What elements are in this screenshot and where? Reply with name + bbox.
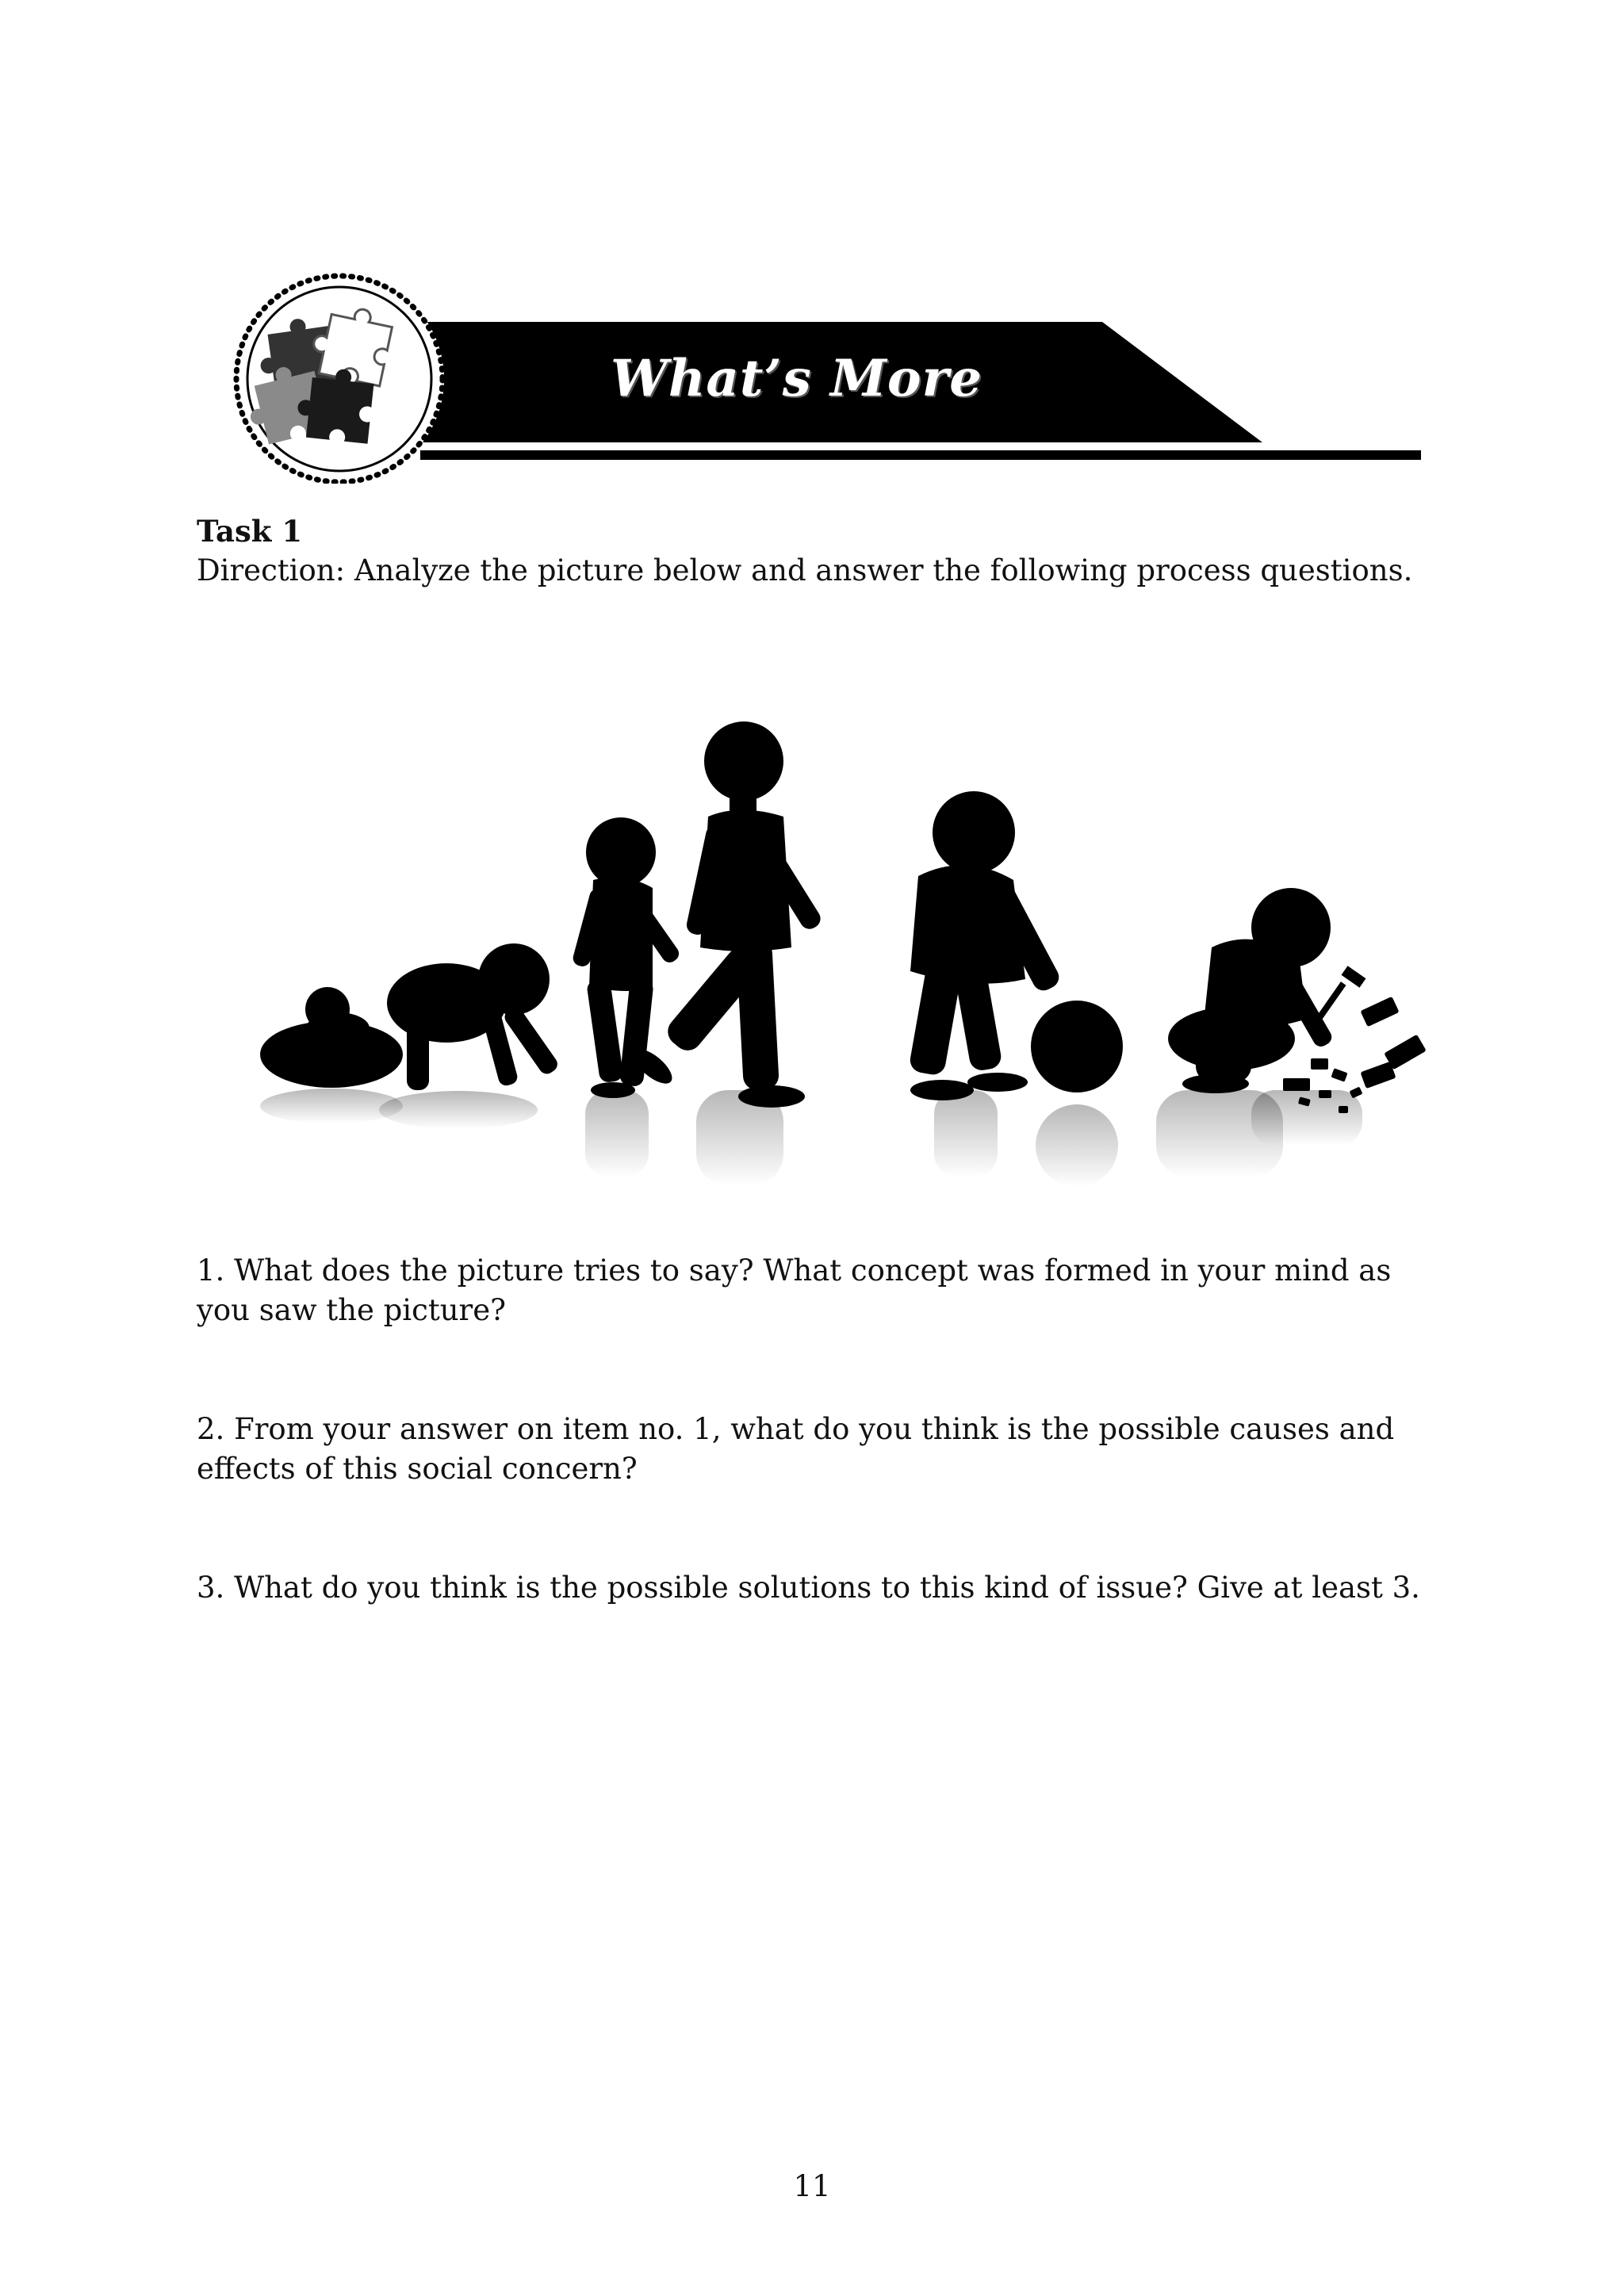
question-2: 2. From your answer on item no. 1, what do you think is the possible causes and effects of this social concern?: [197, 1412, 1395, 1486]
baby-crawling-silhouette: [387, 943, 561, 1090]
baby-lying-silhouette: [260, 987, 403, 1088]
hammer-handle: [1314, 982, 1346, 1024]
task-direction: Direction: Analyze the picture below and answer the following process questions.: [197, 553, 1413, 587]
child-building-silhouette: [1168, 888, 1427, 1113]
question-1: 1. What does the picture tries to say? What concept was formed in your mind as you saw the picture?: [197, 1253, 1392, 1327]
toddler-silhouette: [571, 817, 682, 1098]
hammer-head: [1342, 966, 1366, 988]
child-with-ball-silhouette: [908, 791, 1123, 1100]
section-banner: [222, 262, 1427, 484]
growth-silhouettes: [252, 718, 1442, 1201]
ball: [1031, 1001, 1123, 1093]
task-heading: Task 1: [197, 514, 303, 549]
banner-underline: [420, 450, 1421, 460]
section-title: What’s More: [611, 349, 982, 408]
question-3: 3. What do you think is the possible solutions to this kind of issue? Give at least 3.: [197, 1571, 1420, 1605]
growth-figure: [252, 718, 1442, 1201]
page-number: 11: [793, 2169, 831, 2203]
child-walking-silhouette: [628, 721, 824, 1108]
reflections: [260, 1089, 1362, 1187]
